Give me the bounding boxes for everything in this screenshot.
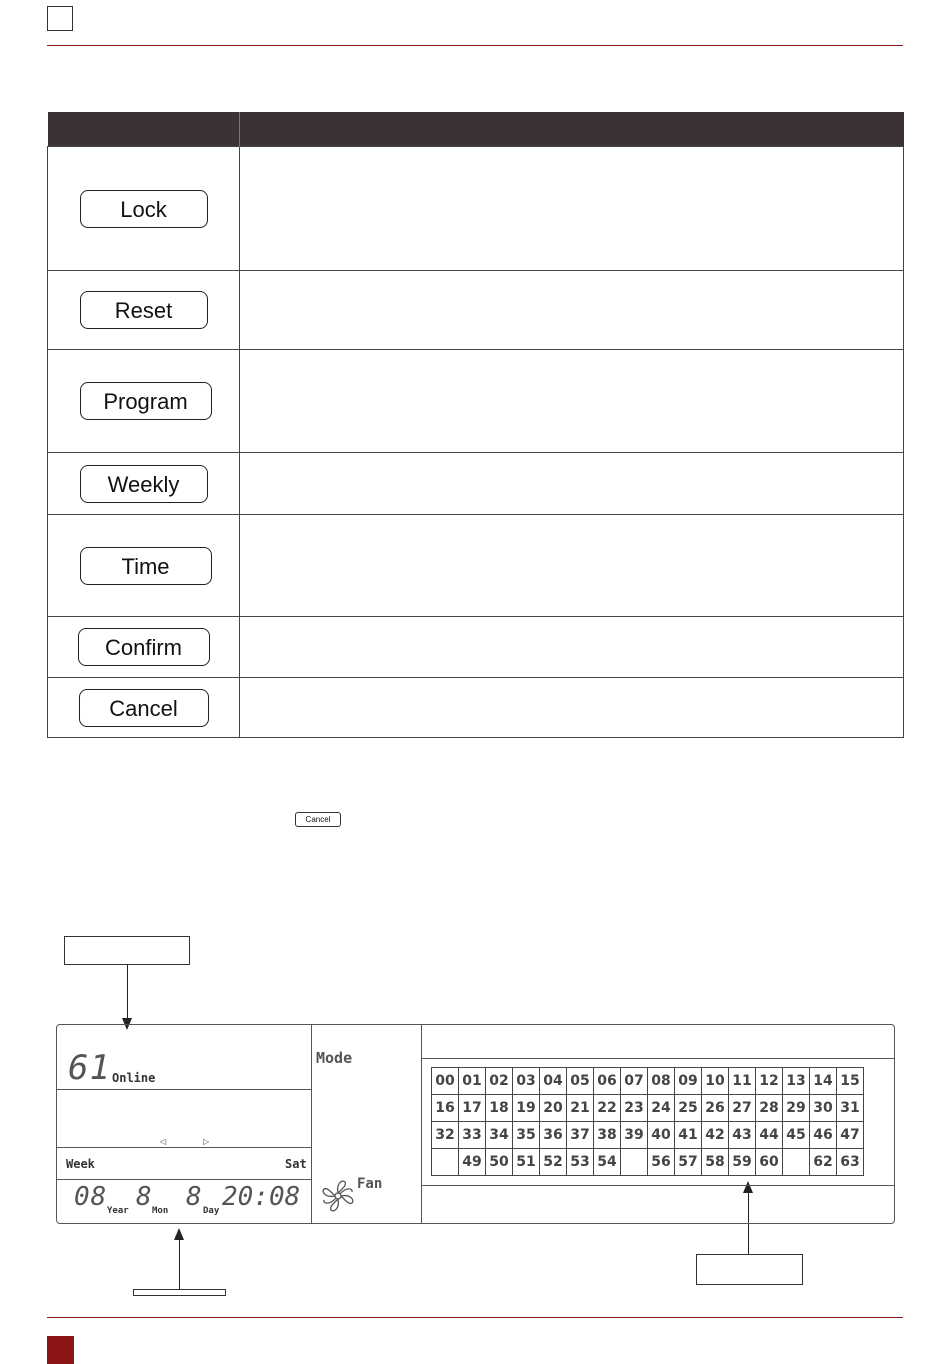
- grid-cell: 03: [513, 1068, 540, 1095]
- grid-cell: 33: [459, 1122, 486, 1149]
- unit-number-grid: [431, 1067, 864, 1176]
- grid-cell: 53: [567, 1149, 594, 1176]
- grid-cell: 13: [783, 1068, 810, 1095]
- grid-cell: 01: [459, 1068, 486, 1095]
- fan-label: Fan: [357, 1176, 383, 1192]
- month-label: Mon: [152, 1206, 169, 1216]
- page-number-box: [47, 6, 73, 31]
- grid-cell: 10: [702, 1068, 729, 1095]
- day-digits: 8: [186, 1182, 203, 1212]
- panel-divider: [56, 1147, 311, 1148]
- table-cell-description: [240, 350, 904, 453]
- grid-cell: 62: [810, 1149, 837, 1176]
- table-cell-description: [240, 271, 904, 350]
- grid-cell: 08: [648, 1068, 675, 1095]
- table-cell-description: [240, 453, 904, 515]
- table-row: [48, 350, 904, 453]
- sat-label: Sat: [285, 1157, 307, 1171]
- grid-cell: 24: [648, 1095, 675, 1122]
- time-button[interactable]: Time: [80, 547, 212, 585]
- footer-page-marker: [47, 1336, 74, 1364]
- program-button[interactable]: Program: [80, 382, 212, 420]
- grid-row: [432, 1095, 864, 1122]
- grid-cell: 09: [675, 1068, 702, 1095]
- year-digits: 08: [74, 1182, 108, 1212]
- time-digits: 20:08: [222, 1182, 301, 1212]
- grid-cell: 02: [486, 1068, 513, 1095]
- year-label: Year: [107, 1206, 129, 1216]
- grid-cell: 49: [459, 1149, 486, 1176]
- month-digits: 8: [136, 1182, 153, 1212]
- grid-cell: 14: [810, 1068, 837, 1095]
- grid-cell: 25: [675, 1095, 702, 1122]
- grid-cell: 37: [567, 1122, 594, 1149]
- grid-cell: 38: [594, 1122, 621, 1149]
- mode-label: Mode: [316, 1049, 353, 1067]
- lock-button[interactable]: Lock: [80, 190, 208, 228]
- grid-cell: 47: [837, 1122, 864, 1149]
- grid-cell: 12: [756, 1068, 783, 1095]
- grid-cell: 51: [513, 1149, 540, 1176]
- grid-cell: 27: [729, 1095, 756, 1122]
- confirm-button[interactable]: Confirm: [78, 628, 210, 666]
- callout-box-bottom-left: [133, 1289, 226, 1296]
- arrow-left-icon: ◁: [160, 1137, 167, 1146]
- grid-cell: 59: [729, 1149, 756, 1176]
- grid-cell: 26: [702, 1095, 729, 1122]
- grid-cell: 60: [756, 1149, 783, 1176]
- grid-cell: 58: [702, 1149, 729, 1176]
- panel-divider: [311, 1024, 312, 1224]
- grid-cell: 22: [594, 1095, 621, 1122]
- grid-cell: 32: [432, 1122, 459, 1149]
- grid-cell: 28: [756, 1095, 783, 1122]
- table-row: [48, 617, 904, 678]
- grid-cell: 34: [486, 1122, 513, 1149]
- grid-cell: 63: [837, 1149, 864, 1176]
- grid-cell: 35: [513, 1122, 540, 1149]
- grid-cell: 11: [729, 1068, 756, 1095]
- grid-cell: 05: [567, 1068, 594, 1095]
- grid-cell: 06: [594, 1068, 621, 1095]
- week-label: Week: [66, 1157, 95, 1171]
- callout-box-top-left: [64, 936, 190, 965]
- grid-cell: 20: [540, 1095, 567, 1122]
- table-header-cell-button: [48, 112, 240, 147]
- grid-cell: 30: [810, 1095, 837, 1122]
- callout-arrow-top-left: [127, 965, 128, 1021]
- panel-divider: [56, 1179, 311, 1180]
- button-table: [47, 112, 904, 738]
- panel-divider: [421, 1185, 895, 1186]
- fan-icon: [318, 1176, 358, 1216]
- grid-cell: 04: [540, 1068, 567, 1095]
- grid-cell: 16: [432, 1095, 459, 1122]
- table-header-row: [48, 112, 904, 147]
- grid-cell: 18: [486, 1095, 513, 1122]
- weekly-button[interactable]: Weekly: [80, 465, 208, 503]
- inline-cancel-key: Cancel: [295, 812, 341, 827]
- grid-cell: 15: [837, 1068, 864, 1095]
- grid-cell: 36: [540, 1122, 567, 1149]
- grid-cell: 40: [648, 1122, 675, 1149]
- grid-row: [432, 1149, 864, 1176]
- grid-cell: [432, 1149, 459, 1176]
- header-rule: [47, 45, 903, 46]
- grid-cell: 44: [756, 1122, 783, 1149]
- grid-cell: 00: [432, 1068, 459, 1095]
- panel-divider: [56, 1089, 311, 1090]
- grid-cell: 21: [567, 1095, 594, 1122]
- grid-cell: 41: [675, 1122, 702, 1149]
- panel-divider: [421, 1024, 422, 1224]
- grid-cell: 19: [513, 1095, 540, 1122]
- callout-box-bottom-right: [696, 1254, 803, 1285]
- cancel-button[interactable]: Cancel: [79, 689, 209, 727]
- footer-rule: [47, 1317, 903, 1318]
- grid-cell: 07: [621, 1068, 648, 1095]
- address-digits: 61: [68, 1048, 111, 1088]
- grid-row: [432, 1122, 864, 1149]
- grid-cell: [783, 1149, 810, 1176]
- grid-row: [432, 1068, 864, 1095]
- table-cell-description: [240, 515, 904, 617]
- grid-cell: 39: [621, 1122, 648, 1149]
- panel-divider: [421, 1058, 895, 1059]
- arrow-head-up-icon: [174, 1228, 184, 1240]
- table-header-cell-description: [240, 112, 904, 147]
- reset-button[interactable]: Reset: [80, 291, 208, 329]
- online-label: Online: [112, 1071, 156, 1085]
- grid-cell: 56: [648, 1149, 675, 1176]
- table-cell-description: [240, 147, 904, 271]
- table-cell-description: [240, 617, 904, 678]
- grid-cell: 43: [729, 1122, 756, 1149]
- table-cell-description: [240, 678, 904, 738]
- day-label: Day: [203, 1206, 220, 1216]
- grid-cell: 54: [594, 1149, 621, 1176]
- table-row: [48, 453, 904, 515]
- grid-cell: 45: [783, 1122, 810, 1149]
- grid-cell: [621, 1149, 648, 1176]
- table-row: [48, 515, 904, 617]
- grid-cell: 17: [459, 1095, 486, 1122]
- table-row: [48, 678, 904, 738]
- grid-cell: 42: [702, 1122, 729, 1149]
- grid-cell: 50: [486, 1149, 513, 1176]
- grid-cell: 57: [675, 1149, 702, 1176]
- table-row: [48, 147, 904, 271]
- callout-arrow-bottom-left: [179, 1240, 180, 1289]
- grid-cell: 29: [783, 1095, 810, 1122]
- grid-cell: 31: [837, 1095, 864, 1122]
- grid-cell: 46: [810, 1122, 837, 1149]
- arrow-right-icon: ▷: [203, 1137, 210, 1146]
- grid-cell: 52: [540, 1149, 567, 1176]
- grid-cell: 23: [621, 1095, 648, 1122]
- table-row: [48, 271, 904, 350]
